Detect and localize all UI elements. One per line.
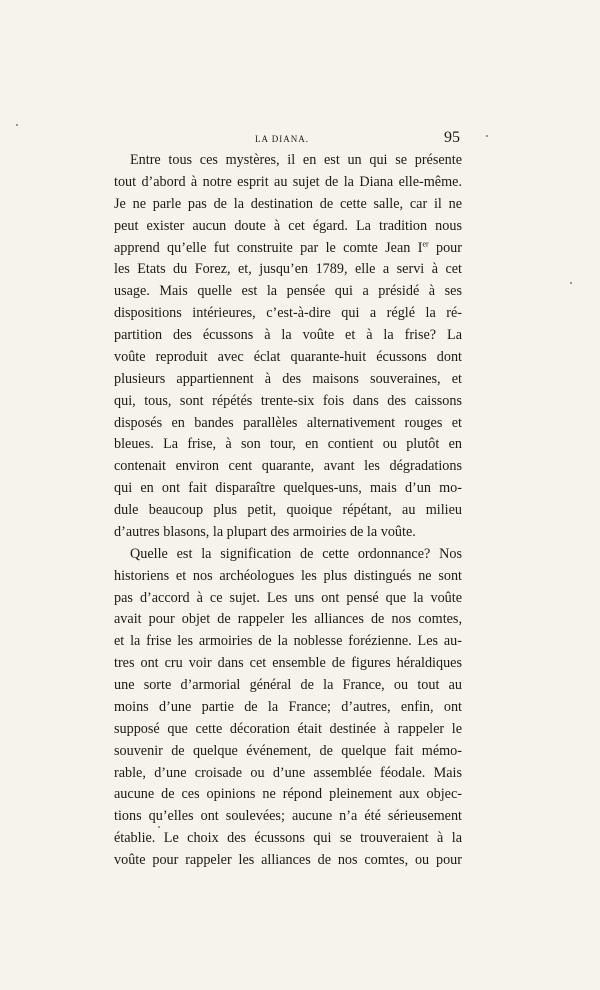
paper-speck bbox=[570, 282, 572, 284]
text-line: qui, tous, sont répétés trente-six fois dans des caissons bbox=[114, 392, 462, 409]
text-line: et la frise les armoiries de la noblesse forézienne. Les au- bbox=[114, 633, 462, 650]
text-line: établie. Le choix des écussons qui se trouveraient à la bbox=[114, 830, 462, 847]
text-line: plusieurs appartiennent à des maisons souveraines, et bbox=[114, 370, 462, 387]
text-line: voûte pour rappeler les alliances de nos comtes, ou pour bbox=[114, 852, 462, 868]
page-number: 95 bbox=[444, 129, 460, 146]
paper-speck bbox=[486, 135, 488, 137]
paper-speck bbox=[158, 826, 160, 828]
text-line: tions qu’elles ont soulevées; aucune n’a été sérieusement bbox=[114, 808, 462, 825]
text-line: une sorte d’armorial général de la France, ou tout au bbox=[114, 677, 462, 693]
text-line: Quelle est la signification de cette ordonnance? Nos bbox=[130, 545, 462, 562]
text-line: historiens et nos archéologues les plus distingués ne sont bbox=[114, 567, 462, 584]
text-line: dispositions intérieures, c’est-à-dire qui a réglé la ré- bbox=[114, 305, 462, 322]
text-line: apprend qu’elle fut construite par le comte Jean Ier pour bbox=[114, 238, 462, 256]
text-line: supposé que cette décoration était destinée à rappeler le bbox=[114, 720, 462, 737]
text-line: dule beaucoup plus petit, quoique répétant, au milieu bbox=[114, 502, 462, 518]
running-title: LA DIANA. bbox=[255, 134, 309, 144]
text-line: contenait environ cent quarante, avant les dégradations bbox=[114, 458, 462, 475]
text-line: pas d’accord à ce sujet. Les uns ont pensé que la voûte bbox=[114, 589, 462, 606]
text-line: Entre tous ces mystères, il en est un qui se présente bbox=[130, 152, 462, 168]
text-line: peut exister aucun doute à cet égard. La tradition nous bbox=[114, 217, 462, 234]
text-line: moins d’une partie de la France; d’autres, enfin, ont bbox=[114, 698, 462, 715]
text-line: bleues. La frise, à son tour, en contient ou plutôt en bbox=[114, 436, 462, 453]
text-line: disposés en bandes parallèles alternativement rouges et bbox=[114, 414, 462, 431]
text-line: usage. Mais quelle est la pensée qui a présidé à ses bbox=[114, 283, 462, 300]
running-head bbox=[115, 129, 460, 152]
text-line: partition des écussons à la voûte et à la frise? La bbox=[114, 327, 462, 343]
text-line: Je ne parle pas de la destination de cette salle, car il ne bbox=[114, 195, 462, 212]
text-line: rable, d’une croisade ou d’une assemblée féodale. Mais bbox=[114, 764, 462, 781]
text-line: d’autres blasons, la plupart des armoiries de la voûte. bbox=[114, 523, 416, 540]
text-line: aucune de ces opinions ne répond pleinement aux objec- bbox=[114, 786, 462, 803]
text-line: qui en ont fait disparaître quelques-uns, mais d’un mo- bbox=[114, 480, 462, 497]
text-line: tres ont cru voir dans cet ensemble de figures héraldiques bbox=[114, 655, 462, 672]
text-line: tout d’abord à notre esprit au sujet de la Diana elle-même. bbox=[114, 173, 462, 190]
text-line: souvenir de quelque événement, de quelque fait mémo- bbox=[114, 742, 462, 759]
body-text bbox=[114, 150, 462, 872]
text-line: voûte reproduit avec éclat quarante-huit écussons dont bbox=[114, 348, 462, 365]
paper-speck bbox=[16, 124, 18, 126]
text-line: avait pour objet de rappeler les alliances de nos comtes, bbox=[114, 611, 462, 628]
text-line: les Etats du Forez, et, jusqu’en 1789, elle a servi à cet bbox=[114, 261, 462, 278]
